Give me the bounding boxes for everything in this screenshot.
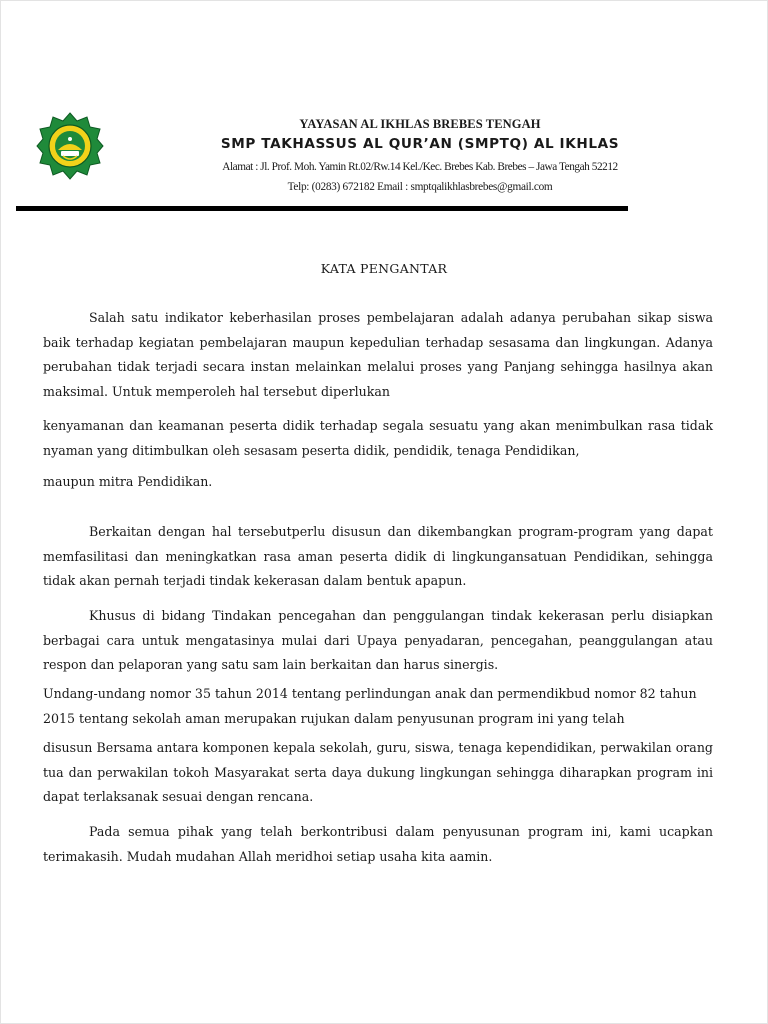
paragraph-3: maupun mitra Pendidikan. — [43, 474, 213, 489]
school-emblem-icon — [36, 112, 104, 180]
paragraph-8: Pada semua pihak yang telah berkontribusi dalam penyusunan program ini, kami ucapkan terimakasih. Mudah mudahan Allah meridhoi setiap usaha kita aamin. — [43, 824, 713, 864]
paragraph-2: kenyamanan dan keamanan peserta didik terhadap segala sesuatu yang akan menimbulkan rasa tidak nyaman yang ditimbulkan oleh sesasam peserta didik, pendidik, tenaga Pendidikan, — [43, 418, 713, 458]
school-name: SMP TAKHASSUS AL QUR’AN (SMPTQ) AL IKHLAS — [220, 136, 620, 152]
paragraph-1: Salah satu indikator keberhasilan proses pembelajaran adalah adanya perubahan sikap siswa baik terhadap kegiatan pembelajaran maupun kepedulian terhadap sesasama dan lingkungan. Adanya perubahan tidak terjadi secara instan melainkan melalui proses yang Panjang sehingga hasilnya akan maksimal. Untuk memperoleh hal tersebut diperlukan — [43, 310, 713, 399]
letterhead-divider — [16, 206, 628, 211]
paragraph-6: Undang-undang nomor 35 tahun 2014 tentang perlindungan anak dan permendikbud nomor 82 tahun 2015 tentang sekolah aman merupakan rujukan dalam penyusunan program ini yang telah — [43, 686, 697, 726]
paragraph-7: disusun Bersama antara komponen kepala sekolah, guru, siswa, tenaga kependidikan, perwakilan orang tua dan perwakilan tokoh Masyarakat serta daya dukung lingkungan sehingga diharapkan program ini dapat terlaksanak sesuai dengan rencana. — [43, 740, 713, 804]
school-contact: Telp: (0283) 672182 Email : smptqalikhlasbrebes@gmail.com — [287, 181, 553, 193]
paragraph-5: Khusus di bidang Tindakan pencegahan dan penggulangan tindak kekerasan perlu disiapkan berbagai cara untuk mengatasinya mulai dari Upaya penyadaran, pencegahan, peanggulangan atau respon dan pelaporan yang satu sam lain berkaitan dan harus sinergis. — [43, 608, 713, 672]
foundation-name: YAYASAN AL IKHLAS BREBES TENGAH — [299, 117, 541, 131]
page-title: KATA PENGANTAR — [320, 261, 448, 276]
school-address: Alamat : Jl. Prof. Moh. Yamin Rt.02/Rw.14 Kel./Kec. Brebes Kab. Brebes – Jawa Tengah 52212 — [222, 161, 618, 173]
paragraph-4: Berkaitan dengan hal tersebutperlu disusun dan dikembangkan program-program yang dapat memfasilitasi dan meningkatkan rasa aman peserta didik di lingkungansatuan Pendidikan, sehingga tidak akan pernah terjadi tindak kekerasan dalam bentuk apapun. — [43, 524, 713, 588]
